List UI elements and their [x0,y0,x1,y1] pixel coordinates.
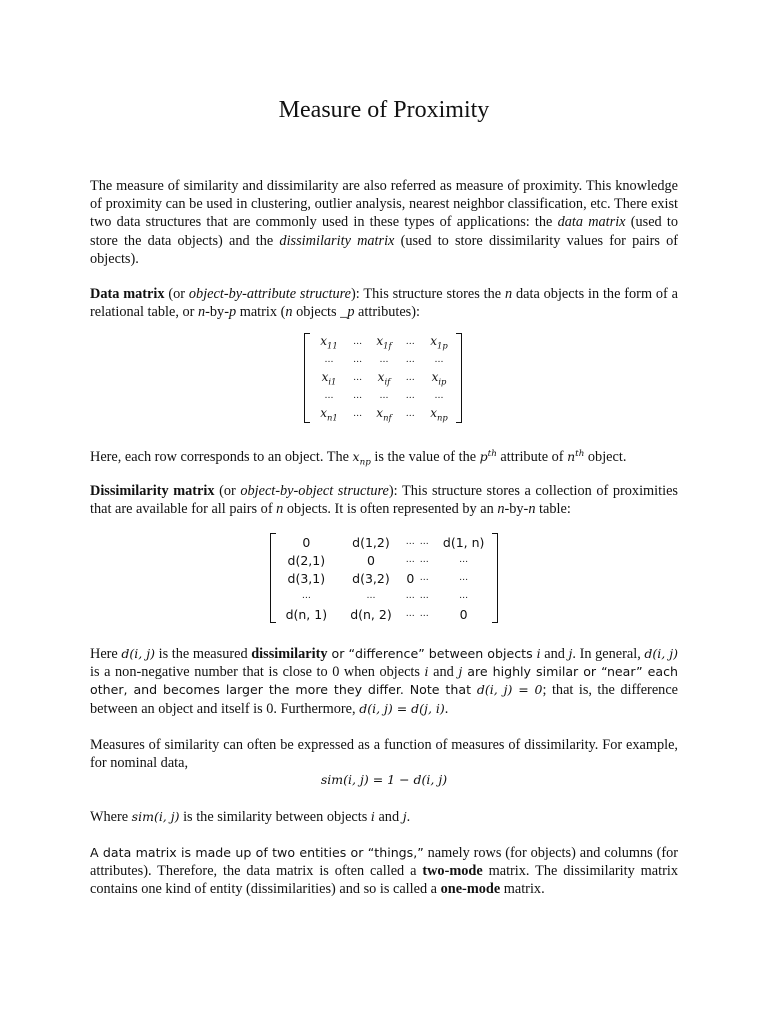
matrix-cell: … [366,591,376,601]
matrix-cell: $x_{if}$ [377,369,391,387]
matrix-cell: … [419,573,429,583]
matrix-cell: … [301,591,311,601]
matrix-cell: … [353,409,363,419]
row-paragraph: Here, each row corresponds to an object. The $x_{np}$ is the value of the $p^{th}$ attribute of $n^{th}$ object. [90,449,627,468]
matrix-cell: … [379,355,389,365]
x-np-symbol: $x_{np}$ [352,449,371,468]
matrix-cell: $x_{1p}$ [430,333,448,351]
p-th-symbol: $p^{th}$ [479,449,497,465]
matrix-cell: … [353,391,363,401]
matrix-cell: d(2,1) [287,552,326,568]
mode-paragraph: A data matrix is made up of two entities or “things,” namely rows (for objects) and columns (for attributes). Therefore, the data matrix is often called a two-mode matrix. The dissimilarity matrix contains one kind of entity (dissimilarities) and so is called a one-mode matrix. [90,845,679,898]
matrix-cell: … [405,373,415,383]
matrix-row [274,587,496,605]
matrix-cell: $x_{nf}$ [376,405,392,423]
matrix-cell: … [353,337,363,347]
here-paragraph: Here d(i, j) is the measured dissimilarity or “difference” between objects i and j. In general, d(i, j) is a non-negative number that is close to 0 when objects i and j are highly similar or “near” each other, and becomes larger the more they differ. Note that d(i, j) = 0; that is, the difference between an object and itself is 0. Furthermore, d(i, j) = d(j, i). [90,646,679,717]
matrix-cell: $x_{1f}$ [376,333,392,351]
matrix-cell: … [405,609,415,619]
dissimilarity-paragraph: Dissimilarity matrix (or object-by-object structure): This structure stores a collection of proximities that are available for all pairs of n objects. It is often represented by an n-by-n table: [90,483,678,518]
data-matrix [304,333,462,423]
matrix-cell: … [459,591,469,601]
matrix-cell: … [419,555,429,565]
matrix-cell: … [324,355,334,365]
matrix-cell: … [459,555,469,565]
matrix-cell: d(3,1) [287,570,326,586]
matrix-cell: d(1, n) [442,534,485,550]
matrix-cell: 0 [302,534,311,550]
matrix-cell: … [405,555,415,565]
matrix-row [310,369,458,387]
matrix-cell: 0 [459,606,468,622]
data-matrix-table [310,333,458,423]
matrix-cell: d(1,2) [352,534,390,550]
matrix-cell: $x_{i1}$ [321,369,337,387]
page-title: Measure of Proximity [278,97,490,123]
matrix-cell: 0 [366,552,375,568]
matrix-row [310,351,458,369]
matrix-cell: $x_{np}$ [430,405,448,423]
matrix-row [310,405,458,423]
matrix-cell: … [405,591,415,601]
matrix-cell: … [353,355,363,365]
similarity-formula: sim(i, j) = 1 − d(i, j) [320,772,448,787]
matrix-cell: … [405,391,415,401]
matrix-cell: … [405,537,415,547]
matrix-cell: $x_{11}$ [320,333,338,351]
matrix-cell: … [419,609,429,619]
matrix-cell: … [379,391,389,401]
matrix-cell: d(n, 1) [285,606,328,622]
matrix-cell: $x_{ip}$ [431,369,447,387]
matrix-cell: 0 [406,570,415,586]
measures-paragraph: Measures of similarity can often be expressed as a function of measures of dissimilarity. For example, for nominal data, [90,737,678,772]
matrix-cell: … [434,355,444,365]
matrix-row [274,533,496,551]
matrix-row [274,551,496,569]
matrix-cell: … [419,591,429,601]
matrix-row [310,387,458,405]
where-paragraph: Where sim(i, j) is the similarity between objects i and j. [90,809,411,825]
matrix-row [310,333,458,351]
matrix-row [274,605,496,623]
matrix-cell: $x_{n1}$ [320,405,338,423]
matrix-cell: … [419,537,429,547]
matrix-cell: d(n, 2) [350,606,392,622]
matrix-cell: … [459,573,469,583]
matrix-cell: d(3,2) [352,570,390,586]
matrix-cell: … [434,391,444,401]
matrix-cell: … [405,409,415,419]
matrix-cell: … [405,355,415,365]
n-th-symbol: $n^{th}$ [567,449,585,465]
matrix-cell: … [353,373,363,383]
data-matrix-paragraph: Data matrix (or object-by-attribute structure): This structure stores the n data objects in the form of a relational table, or n-by-p matrix (n objects _p attributes): [90,286,679,321]
matrix-cell: … [405,337,415,347]
intro-paragraph: The measure of similarity and dissimilarity are also referred as measure of proximity. This knowledge of proximity can be used in clustering, outlier analysis, nearest neighbor classification, etc. There exist two data structures that are commonly used in these types of applications: the data matrix (used to store the data objects) and the dissimilarity matrix (used to store dissimilarity values for pairs of objects). [90,178,678,267]
dissimilarity-matrix [270,533,498,623]
matrix-cell: … [324,391,334,401]
dissimilarity-matrix-table [274,533,496,623]
matrix-row [274,569,496,587]
